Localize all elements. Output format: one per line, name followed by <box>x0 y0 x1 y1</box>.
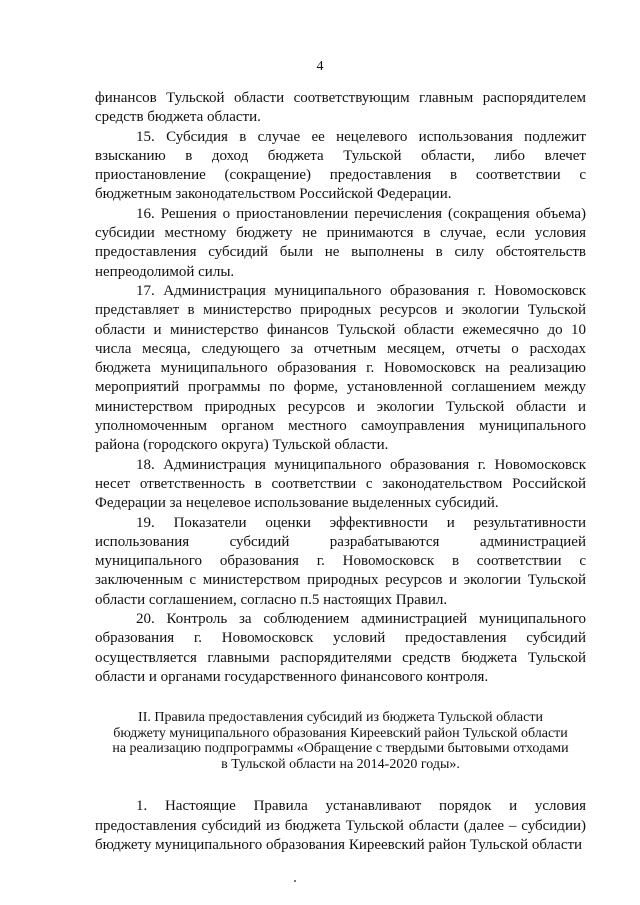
paragraph-17: 17. Администрация муниципального образования г. Новомосковск представляет в министерство природных ресурсов и экологии Тульской области и министерство финансов Тульской области ежемесячно до 10 числа месяца, следующего за отчетным месяцем, отчеты о расходах бюджета муниципального образования г. Новомосковск на реализацию мероприятий программы по форме, установленной соглашением между министерством природных ресурсов и экологии Тульской области и уполномоченным органом местного самоуправления муниципального района (городского округа) Тульской области. <box>95 282 586 454</box>
scan-speck <box>294 880 296 882</box>
section-heading <box>95 710 586 772</box>
section-heading-line: бюджету муниципального образования Киреевский район Тульской области <box>113 725 568 741</box>
document-body <box>95 89 586 855</box>
section-heading-line: II. Правила предоставления субсидий из бюджета Тульской области <box>138 710 543 726</box>
paragraph-1: 1. Настоящие Правила устанавливают порядок и условия предоставления субсидий из бюджета Тульской области (далее – субсидии) бюджету муниципального образования Киреевский район Тульской области <box>95 798 586 853</box>
section-heading-line: в Тульской области на 2014-2020 годы». <box>221 756 460 772</box>
paragraph-continuation: финансов Тульской области соответствующим главным распорядителем средств бюджета области. <box>95 90 586 126</box>
section-heading-line: на реализацию подпрограммы «Обращение с твердыми бытовыми отходами <box>112 741 569 757</box>
page-number: 4 <box>316 59 324 74</box>
paragraph-18: 18. Администрация муниципального образования г. Новомосковск несет ответственность в соответствии с законодательством Российской Федерации за нецелевое использование выделенных субсидий. <box>95 456 586 512</box>
paragraph-15: 15. Субсидия в случае ее нецелевого использования подлежит взысканию в доход бюджета Тульской области, либо влечет приостановление (сокращение) предоставления в соответствии с бюджетным законодательством Российской Федерации. <box>95 128 586 203</box>
paragraph-19: 19. Показатели оценки эффективности и результативности использования субсидий разрабатываются администрацией муниципального образования г. Новомосковск в соответствии с заключенным с министерством природных ресурсов и экологии Тульской области соглашением, согласно п.5 настоящих Правил. <box>95 514 586 608</box>
paragraph-20: 20. Контроль за соблюдением администрацией муниципального образования г. Новомосковск условий предоставления субсидий осуществляется главными распорядителями средств бюджета Тульской области и органами государственного финансового контроля. <box>95 611 586 685</box>
paragraph-16: 16. Решения о приостановлении перечисления (сокращения объема) субсидии местному бюджету не принимаются в случае, если условия предоставления субсидий были не выполнены в силу обстоятельств непреодолимой силы. <box>95 205 586 280</box>
